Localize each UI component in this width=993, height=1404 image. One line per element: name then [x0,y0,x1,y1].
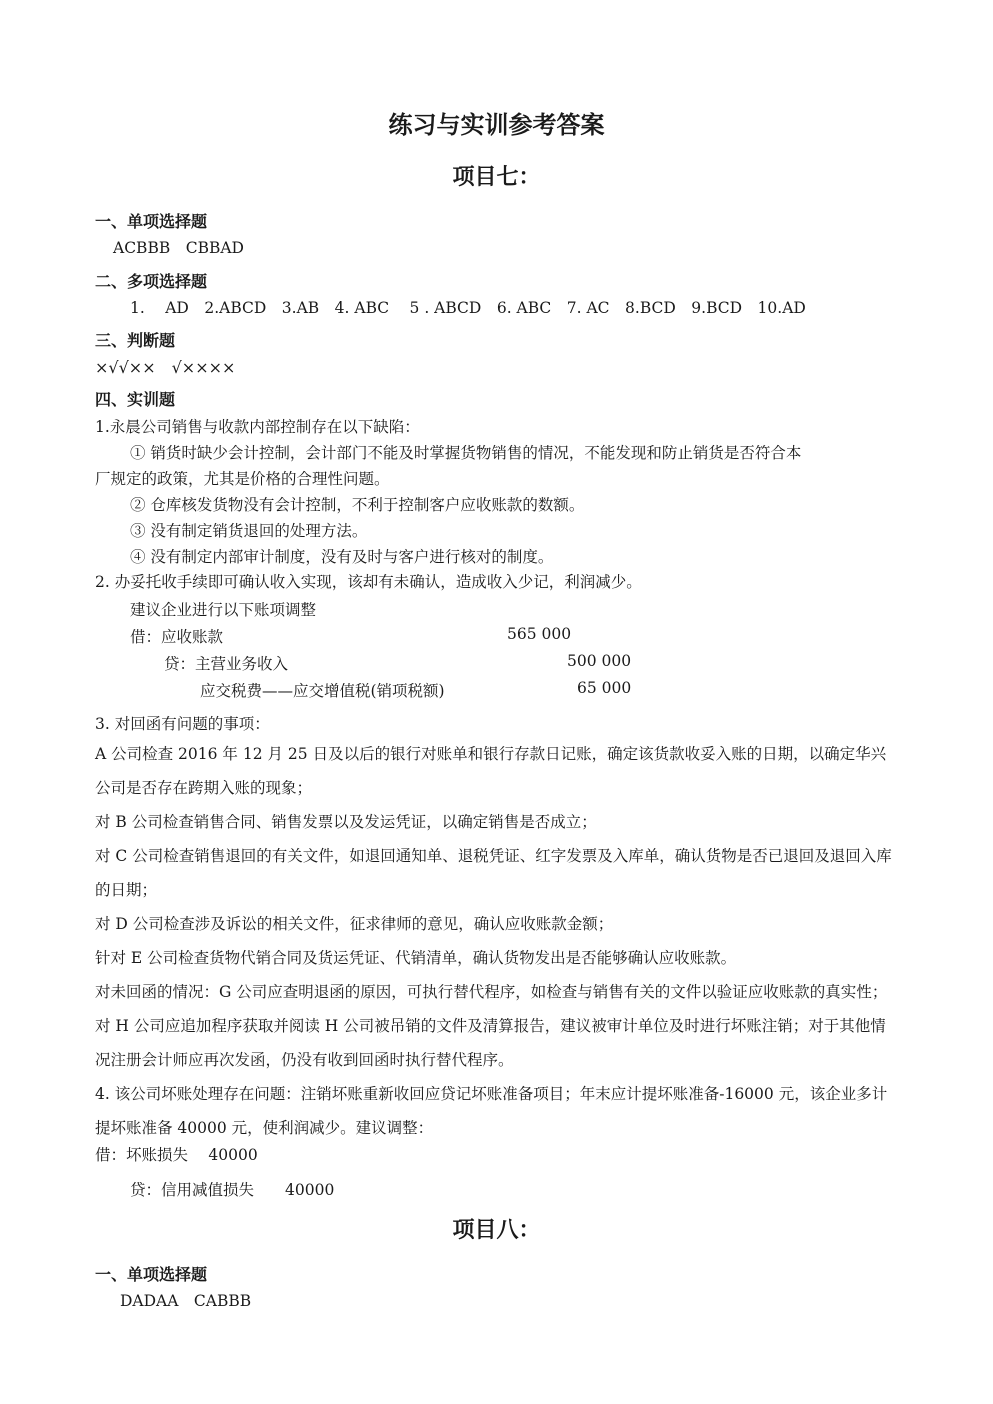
q1-item2: ② 仓库核发货物没有会计控制，不利于控制客户应收账款的数额。 [130,496,585,514]
q4-credit: 贷：信用减值损失 40000 [130,1181,335,1199]
q3-para-e: 针对 E 公司检查货物代销合同及货运凭证、代销清单，确认货物发出是否能够确认应收账款。 [95,949,737,967]
q1-item1-line2: 厂规定的政策，尤其是价格的合理性问题。 [95,470,390,488]
project8-heading: 项目八： [452,1218,541,1243]
q4-intro: 4. 该公司坏账处理存在问题：注销坏账重新收回应贷记坏账准备项目；年末应计提坏账准备-16000 元，该企业多计提坏账准备 40000 元，使利润减少。建议调整： [95,1085,888,1137]
q1-item3: ③ 没有制定销货退回的处理方法。 [130,522,368,540]
q3-para-unreturned: 对未回函的情况：G 公司应查明退函的原因，可执行替代程序，如检查与销售有关的文件以验证应收账款的真实性；对 H 公司应追加程序获取并阅读 H 公司被吊销的文件及清算报告，建议被审计单位及时进行坏账注销；对于其他情况注册会计师应再次发函，仍没有收到回函时执行替代程序。 [95,983,888,1069]
q3-para-a: A 公司检查 2016 年 12 月 25 日及以后的银行对账单和银行存款日记账，确定该货款收妥入账的日期，以确定华兴公司是否存在跨期入账的现象； [95,745,887,797]
q3-para-d: 对 D 公司检查涉及诉讼的相关文件，征求律师的意见，确认应收账款金额； [95,915,614,933]
q2-credit1-amount: 500 000 [567,652,632,670]
q1-item1-line1: ① 销货时缺少会计控制，会计部门不能及时掌握货物销售的情况，不能发现和防止销货是否符合本 [130,444,802,462]
p7-judge-answers: ×√√×× √×××× [95,358,236,377]
q4-debit: 借：坏账损失 40000 [95,1146,258,1164]
q3-para-c: 对 C 公司检查销售退回的有关文件，如退回通知单、退税凭证、红字发票及入库单，确认货物是否已退回及退回入库的日期； [95,847,892,899]
q3-para-b: 对 B 公司检查销售合同、销售发票以及发运凭证，以确定销售是否成立； [95,813,597,831]
q3-body [95,737,900,1145]
p7-single-answers: ACBBB CBBAD [113,239,244,257]
q2-debit-amount: 565 000 [507,625,572,643]
q2-credit2-label: 应交税费——应交增值税(销项税额) [200,682,445,700]
q2-credit2-amount: 65 000 [577,679,632,697]
q2-debit-label: 借：应收账款 [130,628,224,646]
p7-single-heading: 一、单项选择题 [95,212,208,231]
q1-intro: 1.永晨公司销售与收款内部控制存在以下缺陷： [95,418,420,436]
q3-intro: 3. 对回函有问题的事项： [95,715,270,733]
q1-item4: ④ 没有制定内部审计制度，没有及时与客户进行核对的制度。 [130,548,554,566]
page-title: 练习与实训参考答案 [388,111,605,139]
project7-heading: 项目七： [452,165,541,190]
q2-suggest: 建议企业进行以下账项调整 [130,601,317,619]
p8-single-answers: DADAA CABBB [120,1292,252,1310]
p7-multi-answers: 1. AD 2.ABCD 3.AB 4. ABC 5 . ABCD 6. ABC 7. AC 8.BCD 9.BCD 10.AD [130,299,806,317]
p8-single-heading: 一、单项选择题 [95,1265,208,1284]
p7-judge-heading: 三、判断题 [95,331,176,350]
p7-practice-heading: 四、实训题 [95,390,176,409]
q2-credit1-label: 贷：主营业务收入 [164,655,289,673]
p7-multi-heading: 二、多项选择题 [95,272,208,291]
q2-intro: 2. 办妥托收手续即可确认收入实现，该却有未确认，造成收入少记，利润减少。 [95,573,642,591]
